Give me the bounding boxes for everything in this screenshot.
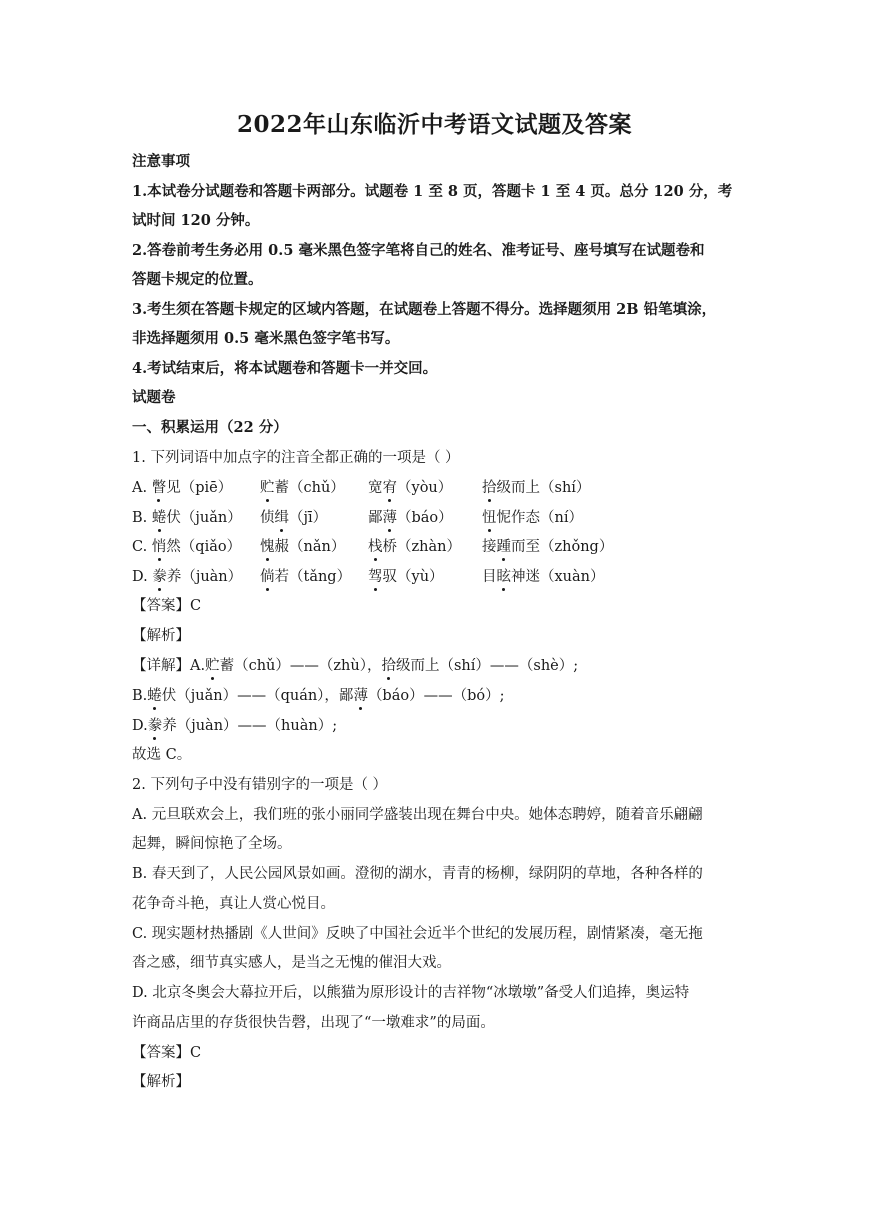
q1-answer: 【答案】C (132, 598, 202, 614)
q1-detail-a (132, 656, 578, 676)
q1-option-term (368, 508, 453, 528)
detail-text: 级而上（shí）——（shè）; (395, 658, 579, 674)
section-one-heading: 一、积累运用（22 分） (132, 419, 288, 436)
dotted-char: 驾 (368, 569, 383, 585)
q1-option-row-d (132, 567, 242, 587)
term-text: 神迷（xuàn） (511, 569, 605, 585)
q2-stem: 2. 下列句子中没有错别字的一项是（ ） (132, 777, 388, 793)
q2-option-a-line2: 起舞，瞬间惊艳了全场。 (132, 836, 292, 852)
dotted-char: 贮 (205, 658, 220, 674)
q1-option-term (482, 567, 605, 587)
option-label: C. (132, 539, 152, 555)
q2-option-a-line1: A. 元旦联欢会上，我们班的张小丽同学盛装出现在舞台中央。她体态聘婷，随着音乐翩翩 (132, 807, 703, 823)
term-text: （báo） (397, 510, 453, 526)
q2-option-c-line1: C. 现实题材热播剧《人世间》反映了中国社会近半个世纪的发展历程，剧情紧凑，毫无拖 (132, 926, 703, 942)
dotted-char: 栈 (368, 539, 383, 555)
dotted-char: 贮 (260, 480, 275, 496)
q2-option-c-line2: 沓之感，细节真实感人，是当之无愧的催泪大戏。 (132, 955, 451, 971)
q1-option-term (260, 537, 345, 557)
term-text: 怩作态（ní） (496, 510, 583, 526)
dotted-char: 蜷 (147, 688, 162, 704)
q2-option-d-line2: 许商品店里的存货很快告磬，出现了“一墩难求”的局面。 (132, 1015, 495, 1031)
q2-answer: 【答案】C (132, 1045, 202, 1061)
term-text: 蓄（chǔ） (274, 480, 345, 496)
q1-option-term (260, 508, 327, 528)
q2-analysis-label: 【解析】 (132, 1074, 190, 1090)
notice-item-2a: 2.答卷前考生务必用 0.5 毫米黑色签字笔将自己的姓名、准考证号、座号填写在试题卷和 (132, 242, 705, 259)
dotted-char: 缉 (274, 510, 289, 526)
notice-item-3b: 非选择题须用 0.5 毫米黑色签字笔书写。 (132, 330, 400, 347)
term-text: 赧（nǎn） (274, 539, 346, 555)
dotted-char: 瞥 (151, 480, 167, 496)
q1-option-term (482, 478, 590, 498)
term-text: 级而上（shí） (496, 480, 591, 496)
dotted-char: 薄 (353, 688, 368, 704)
dotted-char: 豢 (152, 569, 167, 585)
q1-option-row-a (132, 478, 232, 498)
term-text: （jī） (289, 510, 328, 526)
q1-stem: 1. 下列词语中加点字的注音全都正确的一项是（ ） (132, 450, 460, 466)
q1-detail-b (132, 686, 505, 706)
q1-detail-d (132, 716, 337, 736)
notice-heading: 注意事项 (132, 153, 190, 170)
q1-option-term (260, 478, 345, 498)
dotted-char: 豢 (147, 718, 163, 734)
q1-option-row-c (132, 537, 241, 557)
notice-item-4: 4.考试结束后，将本试题卷和答题卡一并交回。 (132, 360, 438, 377)
detail-text: 伏（juǎn）——（quán），鄙 (161, 688, 354, 704)
q1-analysis-label: 【解析】 (132, 628, 190, 644)
term-text: 而至（zhǒng） (511, 539, 614, 555)
term-text: 养（juàn） (166, 569, 243, 585)
term-text: 侦 (260, 510, 275, 526)
detail-text: D. (132, 718, 148, 734)
term-text: 宽 (368, 480, 383, 496)
document-title: 2022年山东临沂中考语文试题及答案 (236, 111, 632, 138)
q1-option-term (368, 537, 461, 557)
dotted-char: 蜷 (151, 510, 167, 526)
term-text: 伏（juǎn） (166, 510, 242, 526)
dotted-char: 愧 (260, 539, 275, 555)
q1-conclusion: 故选 C。 (132, 747, 192, 763)
section-paper: 试题卷 (132, 389, 176, 406)
term-text: 鄙 (368, 510, 383, 526)
q1-option-term (368, 567, 444, 587)
option-label: D. (132, 569, 153, 585)
dotted-char: 宥 (382, 480, 397, 496)
dotted-char: 悄 (151, 539, 167, 555)
notice-item-1b: 试时间 120 分钟。 (132, 212, 260, 229)
term-text: 见（piē） (166, 480, 233, 496)
q1-option-term (260, 567, 351, 587)
term-text: 若（tǎng） (274, 569, 352, 585)
dotted-char: 拾 (381, 658, 396, 674)
q2-option-d-line1: D. 北京冬奥会大幕拉开后，以熊猫为原形设计的吉祥物“冰墩墩”备受人们追捧，奥运特 (132, 985, 690, 1001)
detail-text: （báo）——（bó）; (367, 688, 505, 704)
detail-text: B. (132, 688, 148, 704)
dotted-char: 踵 (496, 539, 511, 555)
option-label: A. (132, 480, 152, 496)
term-text: （yòu） (397, 480, 453, 496)
q2-option-b-line2: 花争奇斗艳，真让人赏心悦目。 (132, 896, 335, 912)
q1-option-row-b (132, 508, 242, 528)
q1-option-term (482, 537, 613, 557)
detail-text: 蓄（chǔ）——（zhù）， (219, 658, 382, 674)
term-text: 驭（yù） (382, 569, 444, 585)
option-label: B. (132, 510, 152, 526)
notice-item-2b: 答题卡规定的位置。 (132, 271, 263, 288)
dotted-char: 眩 (496, 569, 511, 585)
notice-item-1a: 1.本试卷分试题卷和答题卡两部分。试题卷 1 至 8 页，答题卡 1 至 4 页。总分 120 分，考 (132, 183, 733, 200)
term-text: 桥（zhàn） (382, 539, 461, 555)
dotted-char: 拾 (482, 480, 497, 496)
q1-option-term (368, 478, 452, 498)
term-text: 然（qiǎo） (166, 539, 242, 555)
q1-option-term (482, 508, 583, 528)
notice-item-3a: 3.考生须在答题卡规定的区域内答题，在试题卷上答题不得分。选择题须用 2B 铅笔填涂， (132, 301, 717, 318)
detail-text: 【详解】A. (132, 658, 206, 674)
q2-option-b-line1: B. 春天到了，人民公园风景如画。澄彻的湖水，青青的杨柳，绿阴阴的草地，各种各样的 (132, 866, 703, 882)
dotted-char: 薄 (382, 510, 397, 526)
detail-text: 养（juàn）——（huàn）; (162, 718, 338, 734)
term-text: 接 (482, 539, 497, 555)
term-text: 目 (482, 569, 497, 585)
dotted-char: 倘 (260, 569, 275, 585)
dotted-char: 忸 (482, 510, 497, 526)
